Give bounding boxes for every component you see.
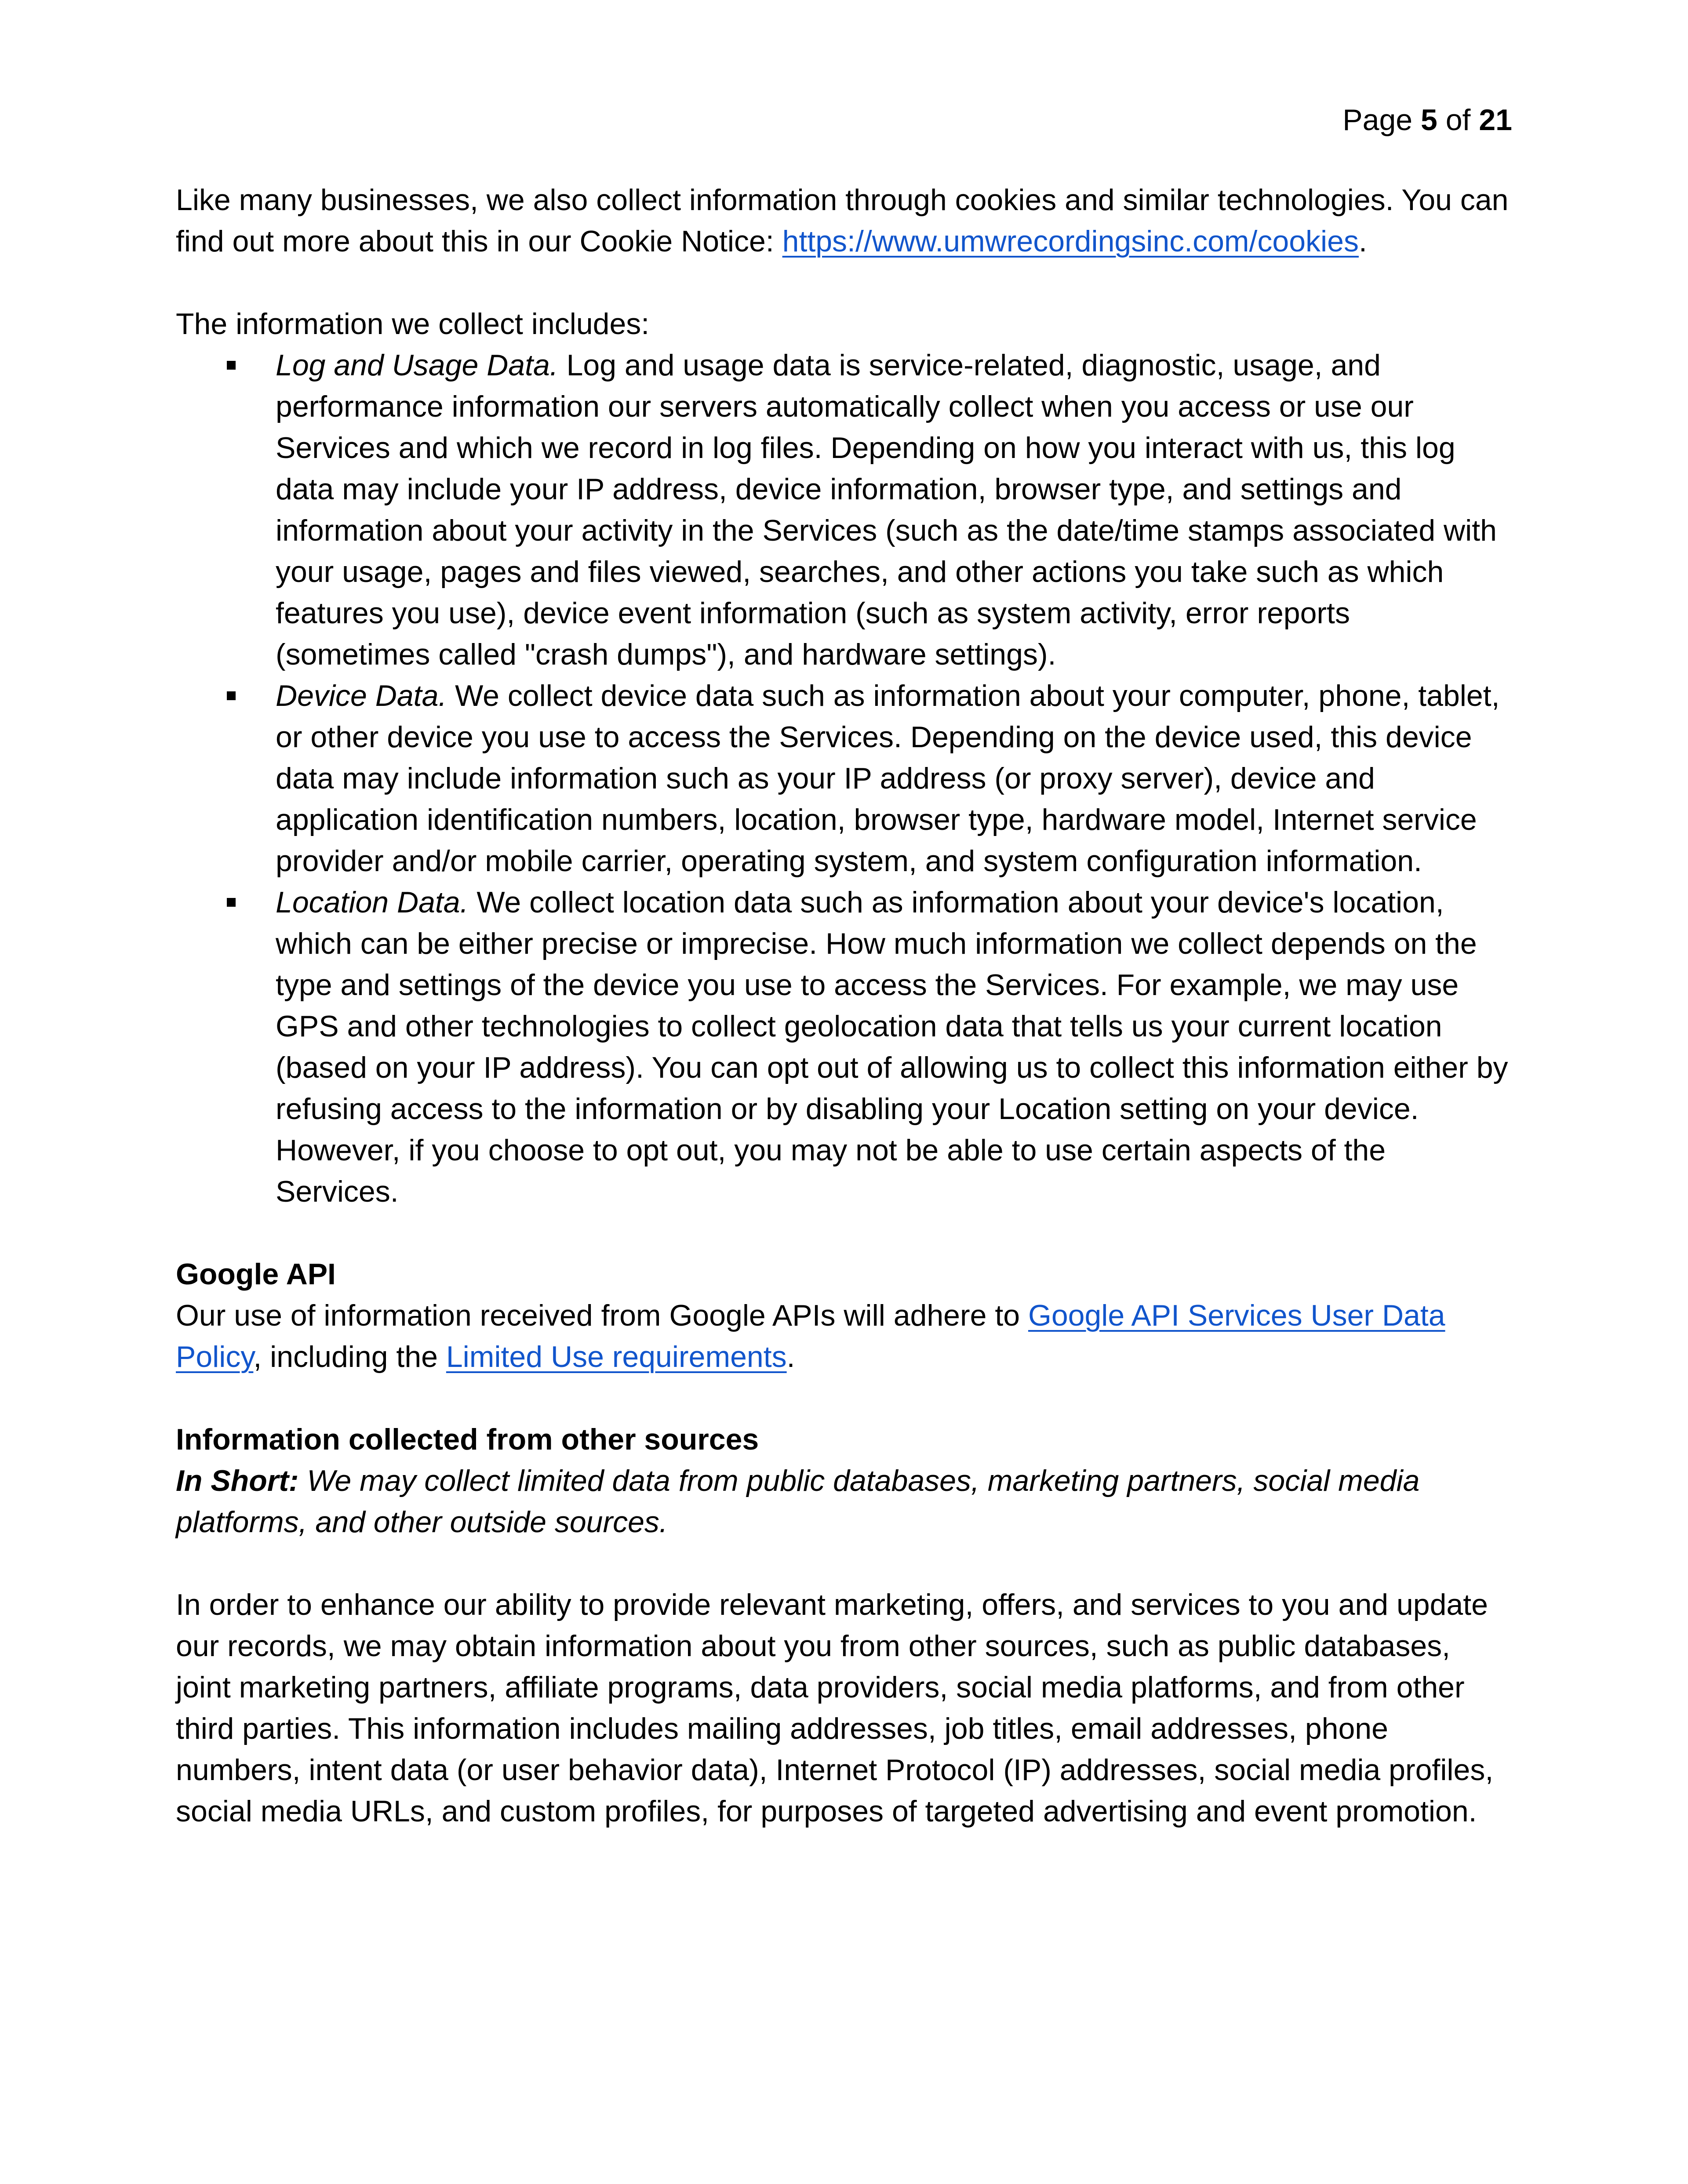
square-bullet-icon <box>227 691 236 700</box>
spacer <box>176 1543 1512 1584</box>
current-page-number: 5 <box>1421 103 1437 137</box>
other-sources-body: In order to enhance our ability to provide relevant marketing, offers, and services to you and update our records, we may obtain information about you from other sources, such as public databases, joint marketing partners, affiliate programs, data providers, social media platforms, and from other third parties. This information includes mailing addresses, job titles, email addresses, phone numbers, intent data (or user behavior data), Internet Protocol (IP) addresses, social media profiles, social media URLs, and custom profiles, for purposes of targeted advertising and event promotion. <box>176 1588 1494 1828</box>
limited-use-link[interactable]: Limited Use requirements <box>446 1340 787 1374</box>
bullet-text: We collect device data such as information about your computer, phone, tablet, or other device you use to access the Services. Depending on the device used, this device data may include information such as your IP address (or proxy server), device and application identification numbers, location, browser type, hardware model, Internet service provider and/or mobile carrier, operating system, and system configuration information. <box>276 679 1500 878</box>
total-pages-number: 21 <box>1479 103 1512 137</box>
list-item-log-usage <box>176 345 1512 675</box>
cookie-intro-end: . <box>1358 225 1367 258</box>
spacer <box>176 1377 1512 1419</box>
cookie-intro-paragraph <box>176 179 1512 262</box>
bullet-title: Device Data. <box>276 679 447 712</box>
in-short-label: In Short: <box>176 1464 299 1497</box>
google-api-text: Our use of information received from Google APIs will adhere to <box>176 1299 1028 1332</box>
google-api-text-between: , including the <box>253 1340 446 1374</box>
collected-info-list <box>176 345 1512 1212</box>
bullet-title: Location Data. <box>276 886 469 919</box>
google-api-policy-link[interactable]: Google API Services User Data Policy <box>176 1299 1445 1374</box>
page-number <box>176 99 1512 141</box>
bullet-text: Log and usage data is service-related, diagnostic, usage, and performance information our servers automatically collect when you access or use our Services and which we record in log files. Depending on how you interact with us, this log data may include your IP address, device information, browser type, and settings and information about your activity in the Services (such as the date/time stamps associated with your usage, pages and files viewed, searches, and other actions you take such as which features you use), device event information (such as system activity, error reports (sometimes called "crash dumps"), and hardware settings). <box>276 349 1497 671</box>
cookie-intro-text: Like many businesses, we also collect information through cookies and similar technologies. You can find out more about this in our Cookie Notice: <box>176 183 1509 258</box>
google-api-paragraph <box>176 1295 1512 1377</box>
google-api-text-end: . <box>786 1340 795 1374</box>
list-item-location-data <box>176 882 1512 1212</box>
cookie-notice-link[interactable]: https://www.umwrecordingsinc.com/cookies <box>782 225 1359 258</box>
bullet-text: We collect location data such as information about your device's location, which can be either precise or imprecise. How much information we collect depends on the type and settings of the device you use to access the Services. For example, we may use GPS and other technologies to collect geolocation data that tells us your current location (based on your IP address). You can opt out of allowing us to collect this information either by refusing access to the information or by disabling your Location setting on your device. However, if you choose to opt out, you may not be able to use certain aspects of the Services. <box>276 886 1508 1208</box>
square-bullet-icon <box>227 361 236 370</box>
spacer <box>176 1212 1512 1254</box>
spacer <box>176 262 1512 303</box>
collect-intro: The information we collect includes: <box>176 307 650 341</box>
square-bullet-icon <box>227 898 236 907</box>
in-short-text: We may collect limited data from public databases, marketing partners, social media platforms, and other outside sources. <box>176 1464 1420 1539</box>
page-word: Page <box>1342 103 1413 137</box>
other-sources-heading: Information collected from other sources <box>176 1423 759 1456</box>
page-content <box>176 99 1512 1832</box>
in-short-paragraph <box>176 1460 1512 1543</box>
list-item-device-data <box>176 675 1512 882</box>
of-word: of <box>1445 103 1471 137</box>
bullet-title: Log and Usage Data. <box>276 349 558 382</box>
google-api-heading: Google API <box>176 1257 336 1291</box>
